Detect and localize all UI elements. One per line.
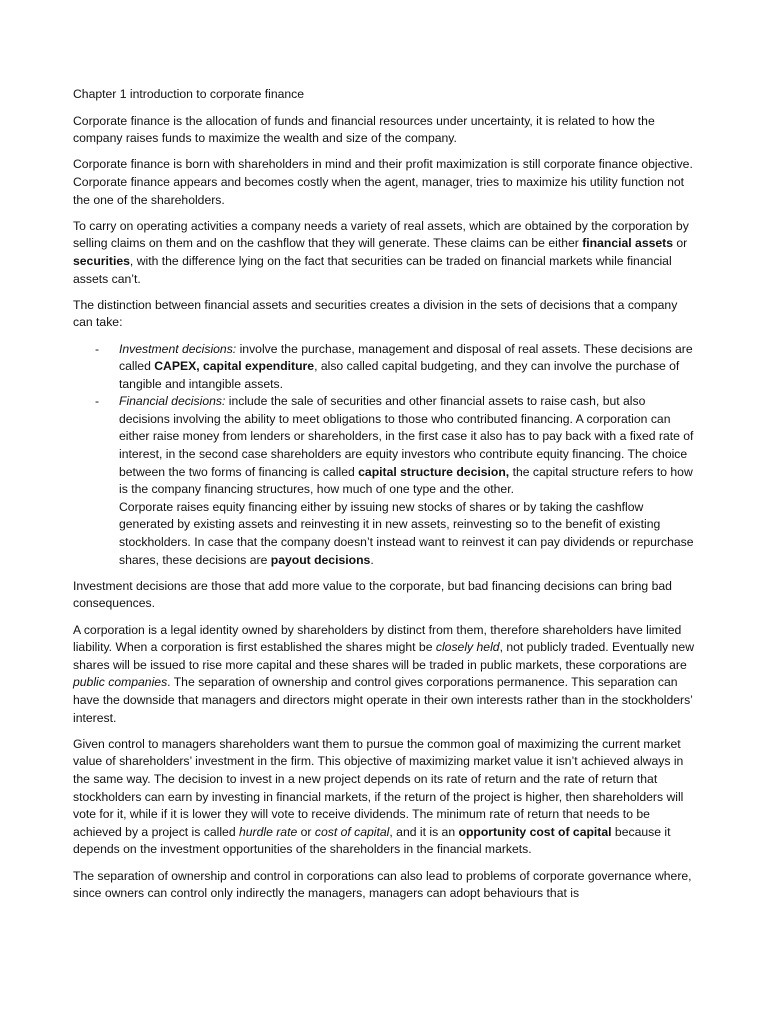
text-run: the capital structure refers to how is the company financing structures, how much of one type and the other. (119, 464, 693, 497)
italic-term-closely-held: closely held (435, 640, 500, 655)
list-bullet: - (95, 341, 100, 356)
list-bullet: - (95, 394, 100, 409)
list-item-continuation (119, 499, 695, 569)
text-run: A corporation is a legal identity owned by shareholders by distinct from them, therefore shareholders have limited liability. When a corporation is first established the shares might be (73, 622, 682, 655)
italic-term-financial-decisions: Financial decisions: (119, 394, 226, 409)
text-run: . (370, 552, 374, 567)
paragraph-definition: Corporate finance is the allocation of funds and financial resources under uncertainty, it is related to how the company raises funds to maximize the wealth and size of the company. (73, 113, 655, 146)
text-run: involve the purchase, management and disposal of real assets. These decisions are called (119, 341, 693, 374)
text-run: Given control to managers shareholders want them to pursue the common goal of maximizing the current market value of shareholders’ investment in the firm. This objective of maximizing market value it isn’t achieved always in the same way. The decision to invest in a new project depends on its rate of return and the rate of return that stockholders can earn by investing in financial markets, if the return of the project is higher, then shareholders will vote for it, while if it is lower they will vote to receive dividends. The minimum rate of return that needs to be achieved by a project is called (73, 736, 684, 839)
bold-term-payout-decisions: payout decisions (270, 552, 371, 567)
paragraph-shareholders: Corporate finance is born with shareholders in mind and their profit maximization is still corporate finance objective. Corporate finance appears and becomes costly when the agent, manager, tries to maximize his utility function not the one of the shareholders. (73, 157, 693, 207)
italic-term-public-companies: public companies (73, 675, 168, 690)
paragraph-corporation-identity (73, 622, 695, 728)
paragraph-market-value (73, 736, 695, 859)
text-run: , also called capital budgeting, and they can involve the purchase of tangible and intangible assets. (119, 359, 680, 391)
bold-term-opportunity-cost: opportunity cost of capital (458, 824, 612, 839)
bold-term-capex: CAPEX, capital expenditure (154, 359, 315, 374)
text-run: include the sale of securities and other financial assets to raise cash, but also decisions involving the ability to meet obligations to those who contributed financing. A corporation can either raise money from lenders or shareholders, in the first case it also has to pay back with a fixed rate of interest, in the second case shareholders are equity investors who contribute equity financing. The choice between the two forms of financing is called (119, 394, 694, 479)
paragraph-governance: The separation of ownership and control in corporations can also lead to problems of corporate governance where, since owners can control only indirectly the managers, managers can adopt behaviours that is (73, 868, 692, 901)
paragraph-investment-value: Investment decisions are those that add more value to the corporate, but bad financing decisions can bring bad consequences. (73, 578, 672, 611)
list-item-financial (73, 393, 695, 569)
chapter-title: Chapter 1 introduction to corporate finance (73, 87, 305, 101)
document-page (73, 86, 695, 911)
text-run: because it depends on the investment opportunities of the shareholders in the financial markets. (73, 824, 671, 857)
italic-term-cost-of-capital: cost of capital (314, 824, 390, 839)
text-run: or (297, 824, 315, 839)
text-run: or (673, 236, 688, 251)
paragraph-decisions-intro: The distinction between financial assets and securities creates a division in the sets of decisions that a company can take: (73, 297, 678, 330)
text-run: , with the difference lying on the fact that securities can be traded on financial markets while financial assets can’t. (73, 253, 672, 286)
bold-term-financial-assets: financial assets (582, 236, 673, 251)
bold-term-capital-structure: capital structure decision, (358, 464, 510, 479)
italic-term-hurdle-rate: hurdle rate (238, 824, 298, 839)
text-run: , and it is an (389, 824, 459, 839)
decisions-list (73, 341, 695, 570)
text-run: To carry on operating activities a company needs a variety of real assets, which are obtained by the corporation by selling claims on them and on the cashflow that they will generate. These claims can be either (73, 218, 689, 251)
text-run: Corporate raises equity financing either by issuing new stocks of shares or by taking the cashflow generated by existing assets and reinvesting it in new assets, reinvesting so to the benefit of existing stockholders. In case that the company doesn’t instead want to reinvest it can pay dividends or repurchase shares, these decisions are (119, 499, 694, 567)
text-run: . The separation of ownership and control gives corporations permanence. This separation can have the downside that managers and directors might operate in their own interests rather than in the stockholders’ interest. (73, 675, 693, 725)
list-item-investment (73, 341, 695, 394)
text-run: , not publicly traded. Eventually new shares will be issued to rise more capital and these shares will be traded in public markets, these corporations are (73, 640, 694, 672)
italic-term-investment-decisions: Investment decisions: (119, 341, 237, 356)
paragraph-real-assets (73, 218, 695, 288)
bold-term-securities: securities (73, 253, 130, 268)
